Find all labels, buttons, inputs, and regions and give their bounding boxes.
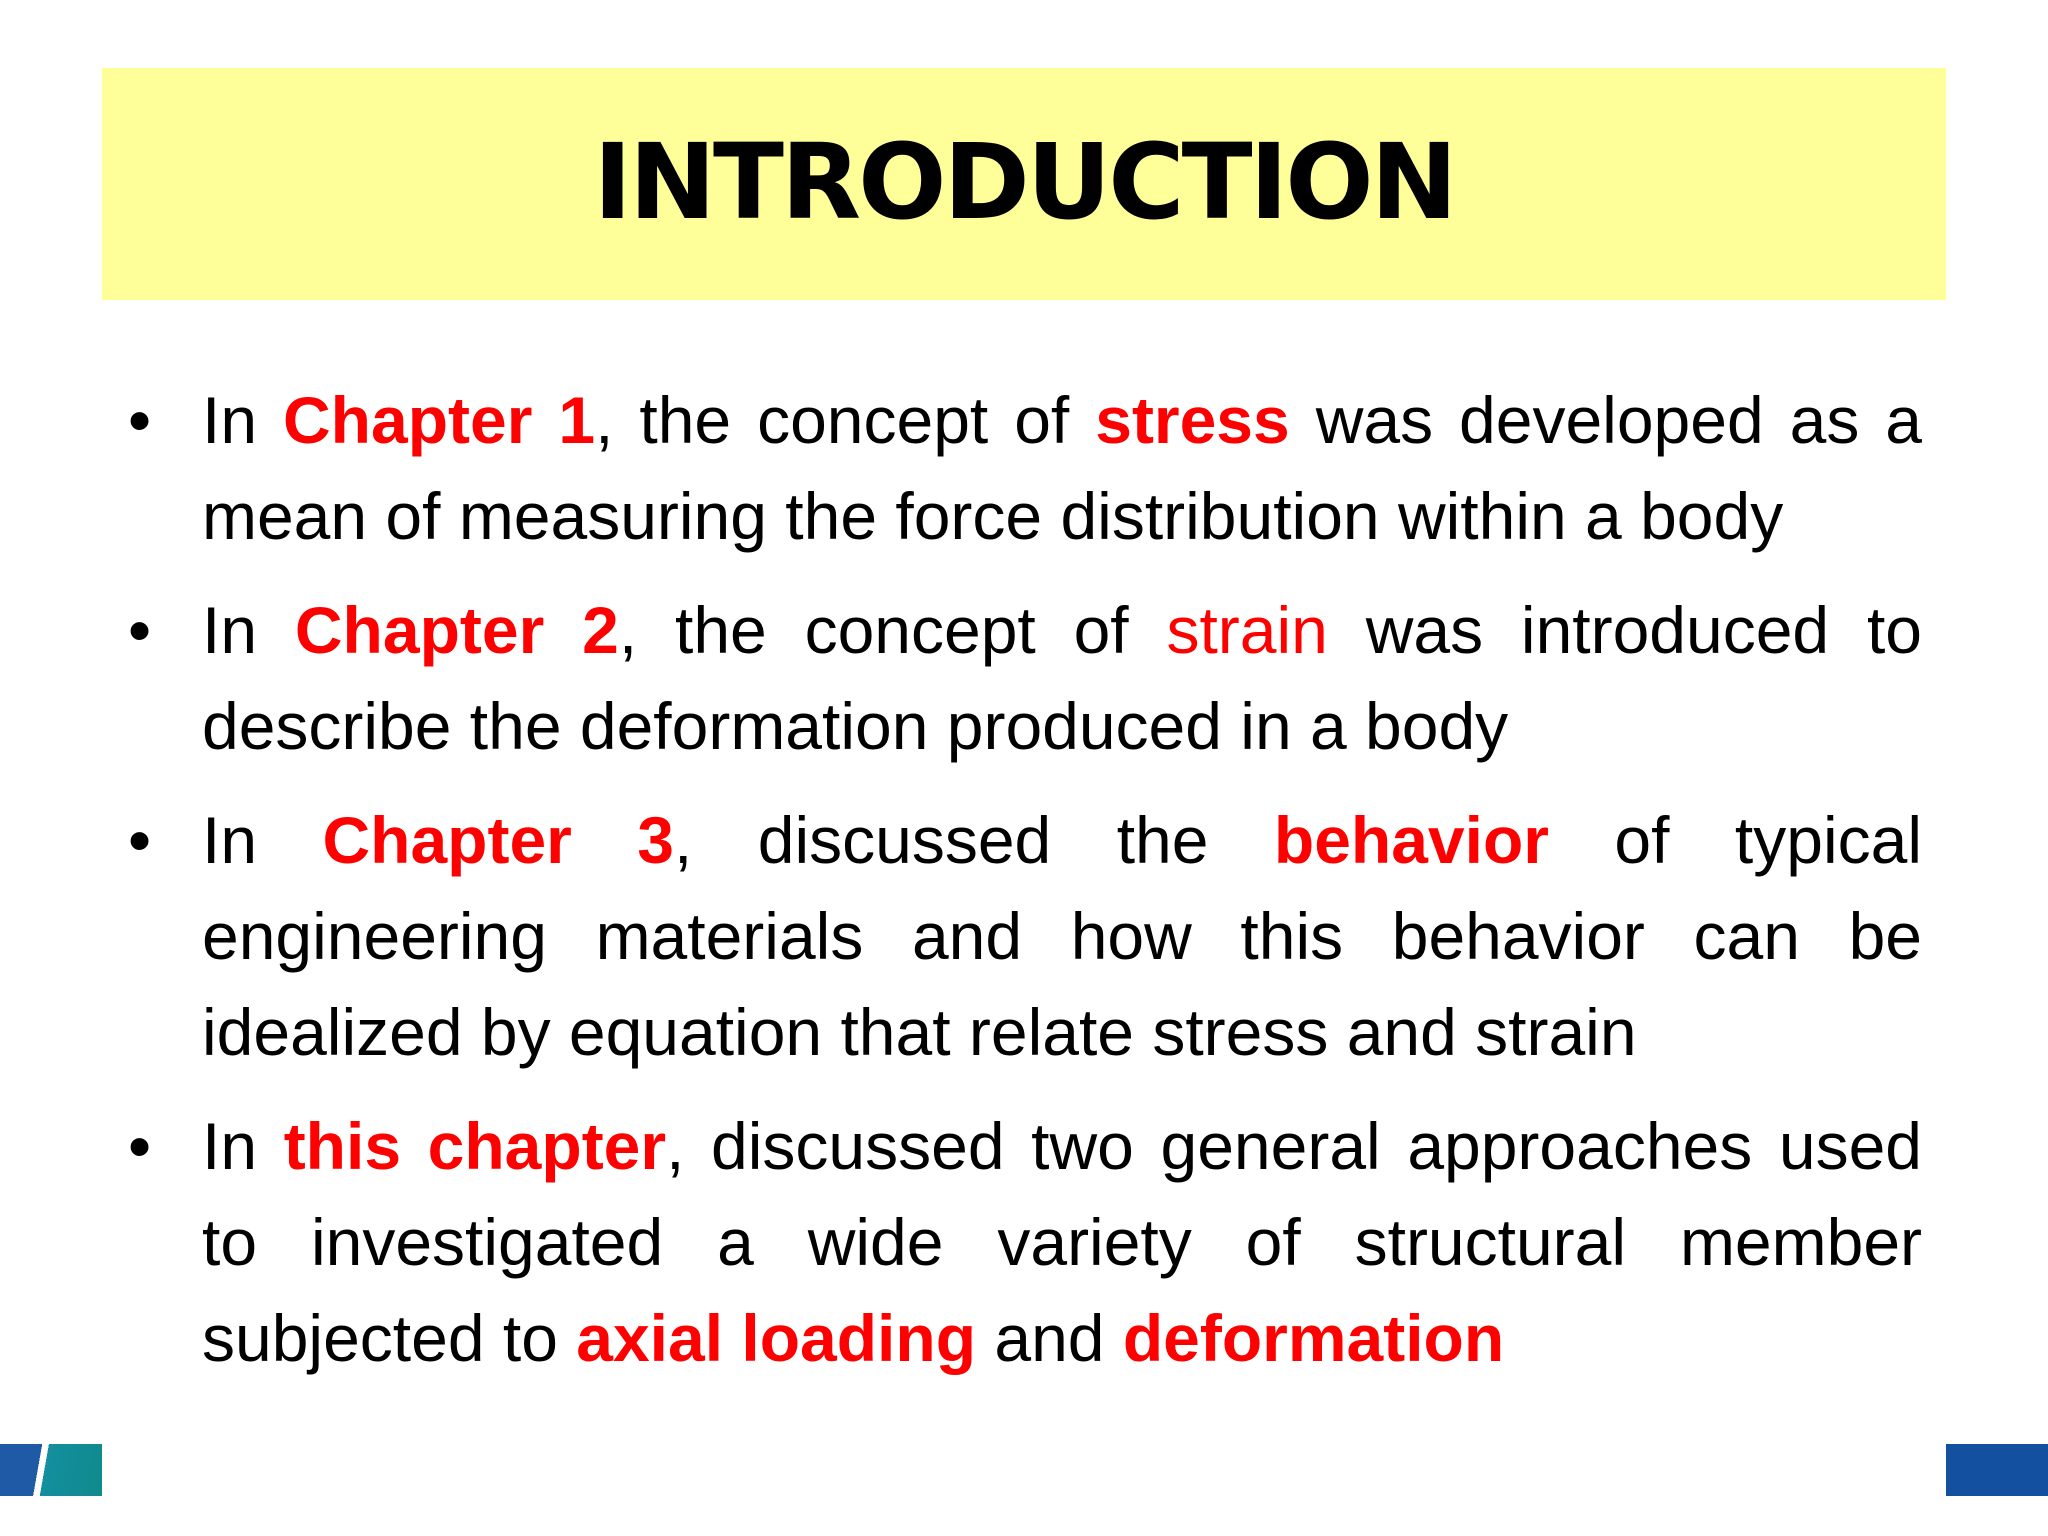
bullet-item-3 bbox=[120, 792, 1922, 1080]
bullet-text-part: , discussed two general approaches used to investigated a wide variety of structural member subjected to bbox=[202, 1109, 1922, 1375]
bullet-text-part: In bbox=[202, 803, 323, 877]
slide-title: INTRODUCTION bbox=[593, 121, 1455, 243]
bullet-text-part: In bbox=[202, 593, 295, 667]
bullet-text-part: of typical engineering materials and how this behavior can be idealized by equation that relate stress and strain bbox=[202, 803, 1922, 1069]
bullet-text-part: was introduced to describe the deformation produced in a body bbox=[202, 593, 1923, 763]
highlight-deformation: deformation bbox=[1122, 1301, 1505, 1375]
bullet-item-4 bbox=[120, 1098, 1922, 1386]
highlight-behavior: behavior bbox=[1273, 803, 1549, 877]
corner-accent-left bbox=[0, 1444, 102, 1496]
bullet-text-part: , the concept of bbox=[618, 593, 1167, 667]
highlight-chapter-1: Chapter 1 bbox=[283, 383, 596, 457]
highlight-axial-loading: axial loading bbox=[576, 1301, 977, 1375]
highlight-strain: strain bbox=[1166, 593, 1328, 667]
bullet-list bbox=[120, 372, 1922, 1404]
highlight-this-chapter: this chapter bbox=[283, 1109, 667, 1183]
bullet-dot-icon: • bbox=[128, 383, 152, 457]
bullet-text-part: , the concept of bbox=[595, 383, 1096, 457]
title-banner bbox=[102, 68, 1946, 300]
highlight-chapter-3: Chapter 3 bbox=[322, 803, 674, 877]
highlight-chapter-2: Chapter 2 bbox=[294, 593, 619, 667]
bullet-dot-icon: • bbox=[128, 803, 152, 877]
highlight-stress: stress bbox=[1095, 383, 1290, 457]
bullet-text-part: In bbox=[202, 383, 284, 457]
bullet-item-1 bbox=[120, 372, 1922, 564]
bullet-dot-icon: • bbox=[128, 1109, 152, 1183]
bullet-text-part: In bbox=[202, 1109, 284, 1183]
corner-accent-right bbox=[1946, 1444, 2048, 1496]
bullet-dot-icon: • bbox=[128, 593, 152, 667]
bullet-item-2 bbox=[120, 582, 1922, 774]
bullet-text-part: was developed as a mean of measuring the force distribution within a body bbox=[202, 383, 1922, 553]
bullet-text-part: and bbox=[976, 1301, 1123, 1375]
bullet-text-part: , discussed the bbox=[674, 803, 1274, 877]
